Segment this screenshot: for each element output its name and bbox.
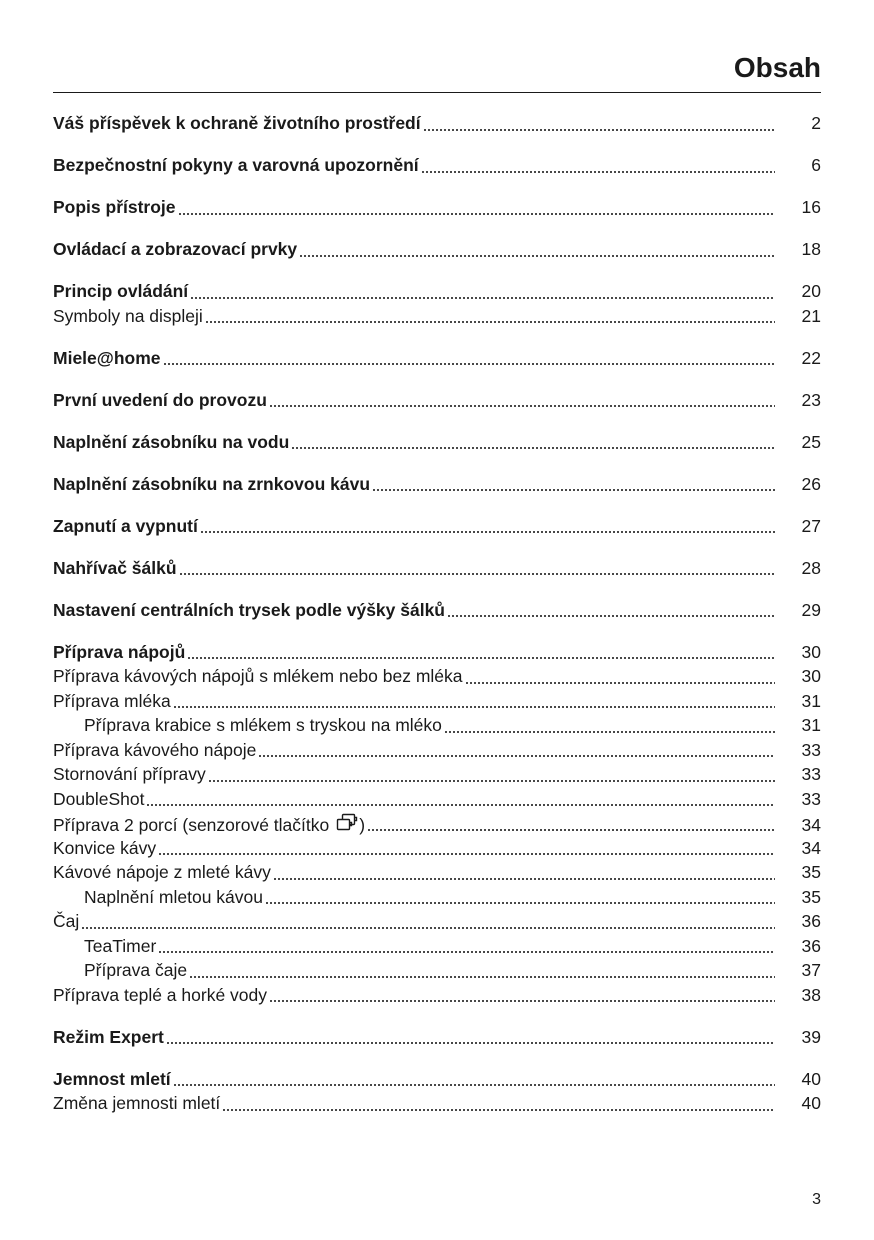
toc-entry-title	[53, 985, 267, 1006]
toc-entry-title	[53, 516, 198, 537]
toc-entry[interactable]	[53, 985, 821, 1010]
toc-entry-title	[53, 558, 177, 579]
toc-entry[interactable]	[53, 1069, 821, 1094]
toc-entry-label: Příprava čaje	[84, 960, 188, 980]
toc-entry-title	[53, 432, 289, 453]
dot-leader	[265, 893, 775, 905]
toc-entry-label: Naplnění zásobníku na zrnkovou kávu	[53, 473, 371, 494]
toc-entry-label: První uvedení do provozu	[53, 389, 267, 410]
dot-leader	[163, 354, 775, 366]
dot-leader	[273, 869, 775, 881]
toc-entry[interactable]	[53, 600, 821, 625]
page-number: 3	[812, 1191, 821, 1208]
toc-entry[interactable]	[53, 936, 821, 961]
toc-page-number: 21	[801, 305, 821, 326]
toc-entry[interactable]	[53, 642, 821, 667]
dot-leader	[447, 606, 775, 618]
toc-entry-label: Popis přístroje	[53, 197, 176, 217]
toc-page-number: 33	[801, 739, 821, 760]
dot-leader	[269, 991, 775, 1003]
toc-page-number: 40	[801, 1068, 821, 1089]
toc-entry[interactable]	[53, 390, 821, 415]
toc-entry[interactable]	[53, 740, 821, 765]
toc-entry-label: Konvice kávy	[53, 837, 157, 858]
dot-leader	[173, 697, 775, 709]
toc-entry-label: Symboly na displeji	[53, 305, 203, 326]
toc-entry-label: Ovládací a zobrazovací prvky	[53, 239, 298, 259]
dot-leader	[208, 771, 775, 783]
toc-entry-title	[53, 911, 79, 932]
toc-entry[interactable]	[53, 666, 821, 691]
toc-entry[interactable]	[53, 715, 821, 740]
toc-entry-title	[53, 740, 256, 761]
toc-entry-label: Stornování přípravy	[53, 764, 206, 784]
toc-page-number: 26	[801, 473, 821, 494]
toc-entry[interactable]	[53, 862, 821, 887]
toc-page-number: 36	[801, 935, 821, 956]
toc-entry-label: Příprava 2 porcí (senzorové tlačítko	[53, 815, 330, 835]
toc-entry-title	[53, 348, 161, 369]
dot-leader	[158, 844, 775, 856]
toc-page-number: 38	[801, 984, 821, 1005]
toc-entry-label: Příprava kávového nápoje	[53, 739, 257, 760]
dot-leader	[205, 312, 775, 324]
toc-entry-title	[53, 1027, 164, 1048]
dot-leader	[465, 673, 775, 685]
toc-entry-title	[53, 789, 144, 810]
dot-leader	[146, 795, 775, 807]
toc-page-number: 16	[801, 197, 821, 217]
dot-leader	[423, 120, 775, 132]
dot-leader	[372, 480, 775, 492]
toc-entry-title	[53, 239, 297, 260]
toc-page-number: 33	[801, 764, 821, 784]
toc-entry-label: Naplnění zásobníku na vodu	[53, 431, 290, 452]
toc-entry-label: Nastavení centrálních trysek podle výšky šálků	[53, 599, 445, 620]
toc-entry-title	[53, 691, 171, 712]
toc-page-number: 22	[801, 347, 821, 368]
toc-entry[interactable]	[53, 432, 821, 457]
toc-entry[interactable]	[53, 155, 821, 180]
toc-entry-title	[53, 764, 206, 785]
toc-page-number: 34	[801, 815, 821, 835]
toc-entry-title	[53, 715, 442, 736]
dot-leader	[200, 522, 775, 534]
toc-entry-title	[53, 600, 445, 621]
toc-entry-label: Princip ovládání	[53, 281, 189, 301]
toc-entry-label: DoubleShot	[53, 788, 145, 809]
toc-entry-label: Nahřívač šálků	[53, 557, 177, 578]
toc-entry-label: Příprava nápojů	[53, 641, 186, 662]
toc-entry[interactable]	[53, 838, 821, 863]
toc-entry-label: Jemnost mletí	[53, 1068, 171, 1089]
dot-leader	[189, 967, 775, 979]
toc-entry[interactable]	[53, 306, 821, 331]
toc-page-number: 23	[801, 389, 821, 410]
toc-entry-title	[53, 936, 156, 957]
dot-leader	[299, 246, 775, 258]
toc-page-number: 37	[801, 960, 821, 980]
dot-leader	[173, 1075, 775, 1087]
toc-entry[interactable]	[53, 960, 821, 985]
toc-entry-label: Čaj	[53, 911, 80, 931]
dot-leader	[158, 942, 775, 954]
toc-entry[interactable]	[53, 239, 821, 264]
toc-page-number: 28	[801, 557, 821, 578]
toc-page-number: 18	[801, 239, 821, 259]
toc-entry-title	[53, 390, 267, 411]
toc-entry-title	[53, 306, 203, 327]
toc-entry-title	[53, 838, 156, 859]
toc-page-number: 35	[801, 862, 821, 882]
toc-entry[interactable]	[53, 197, 821, 222]
toc-entry-label: Režim Expert	[53, 1026, 164, 1047]
dot-leader	[222, 1100, 775, 1112]
toc-entry-title	[53, 862, 271, 883]
toc-entry-title	[53, 281, 188, 302]
toc-entry-title	[53, 1093, 220, 1114]
toc-page-number: 6	[811, 155, 821, 175]
toc-entry[interactable]	[53, 516, 821, 541]
dot-leader	[81, 918, 775, 930]
dot-leader	[444, 722, 775, 734]
table-of-contents	[53, 113, 821, 1118]
toc-entry-label: Změna jemnosti mletí	[53, 1093, 221, 1113]
toc-entry[interactable]	[53, 911, 821, 936]
toc-entry[interactable]	[53, 558, 821, 583]
toc-entry-label: Váš příspěvek k ochraně životního prostředí	[53, 113, 421, 133]
toc-page-number: 20	[801, 281, 821, 301]
toc-entry-title	[53, 474, 370, 495]
toc-entry-label: Příprava mléka	[53, 690, 171, 711]
dot-leader	[190, 288, 775, 300]
toc-entry-title	[53, 887, 263, 908]
toc-entry-label: Příprava teplé a horké vody	[53, 984, 268, 1005]
dot-leader	[421, 162, 775, 174]
toc-page-number: 27	[801, 515, 821, 536]
toc-entry-label: Příprava krabice s mlékem s tryskou na mléko	[84, 715, 442, 735]
toc-page-number: 36	[801, 911, 821, 931]
toc-entry[interactable]	[53, 348, 821, 373]
toc-page-number: 2	[811, 113, 821, 133]
toc-entry[interactable]	[53, 764, 821, 789]
toc-entry-label: TeaTimer	[84, 935, 157, 956]
toc-entry[interactable]	[53, 474, 821, 499]
dot-leader	[179, 564, 775, 576]
toc-entry-title	[53, 960, 187, 981]
toc-entry-label: Příprava kávových nápojů s mlékem nebo bez mléka	[53, 666, 463, 686]
toc-page-number: 30	[801, 641, 821, 662]
toc-entry[interactable]	[53, 281, 821, 306]
toc-entry-title	[53, 197, 176, 218]
dot-leader	[187, 648, 775, 660]
toc-entry[interactable]	[53, 1093, 821, 1118]
toc-entry-label: Bezpečnostní pokyny a varovná upozornění	[53, 155, 419, 175]
toc-page-number: 30	[801, 666, 821, 686]
page-title: Obsah	[733, 52, 821, 83]
toc-entry[interactable]	[53, 691, 821, 716]
dot-leader	[269, 396, 775, 408]
dot-leader	[367, 820, 775, 832]
toc-page-number: 39	[801, 1026, 821, 1047]
two-cups-icon	[335, 813, 359, 838]
toc-page-number: 40	[801, 1093, 821, 1113]
toc-entry-label: Zapnutí a vypnutí	[53, 515, 198, 536]
toc-entry-title	[53, 642, 185, 663]
toc-entry[interactable]	[53, 113, 821, 138]
toc-page-number: 31	[801, 715, 821, 735]
toc-page-number: 31	[801, 690, 821, 711]
title-rule	[53, 92, 821, 93]
toc-entry-label-suffix: )	[359, 815, 366, 835]
toc-entry-label: Kávové nápoje z mleté kávy	[53, 862, 271, 882]
toc-entry-title	[53, 113, 421, 134]
toc-page-number: 35	[801, 886, 821, 907]
dot-leader	[178, 204, 775, 216]
toc-entry[interactable]	[53, 887, 821, 912]
toc-entry-title	[53, 813, 365, 838]
toc-entry-label: Miele@home	[53, 347, 161, 368]
toc-entry[interactable]	[53, 789, 821, 814]
dot-leader	[258, 746, 775, 758]
toc-entry-label: Naplnění mletou kávou	[84, 886, 263, 907]
toc-page-number: 25	[801, 431, 821, 452]
toc-entry-title	[53, 1069, 171, 1090]
dot-leader	[291, 438, 775, 450]
toc-page-number: 34	[801, 837, 821, 858]
toc-entry[interactable]	[53, 1027, 821, 1052]
dot-leader	[166, 1033, 775, 1045]
toc-entry-title	[53, 666, 463, 687]
toc-entry-title	[53, 155, 419, 176]
toc-page-number: 33	[801, 788, 821, 809]
toc-entry[interactable]	[53, 813, 821, 838]
toc-page-number: 29	[801, 599, 821, 620]
